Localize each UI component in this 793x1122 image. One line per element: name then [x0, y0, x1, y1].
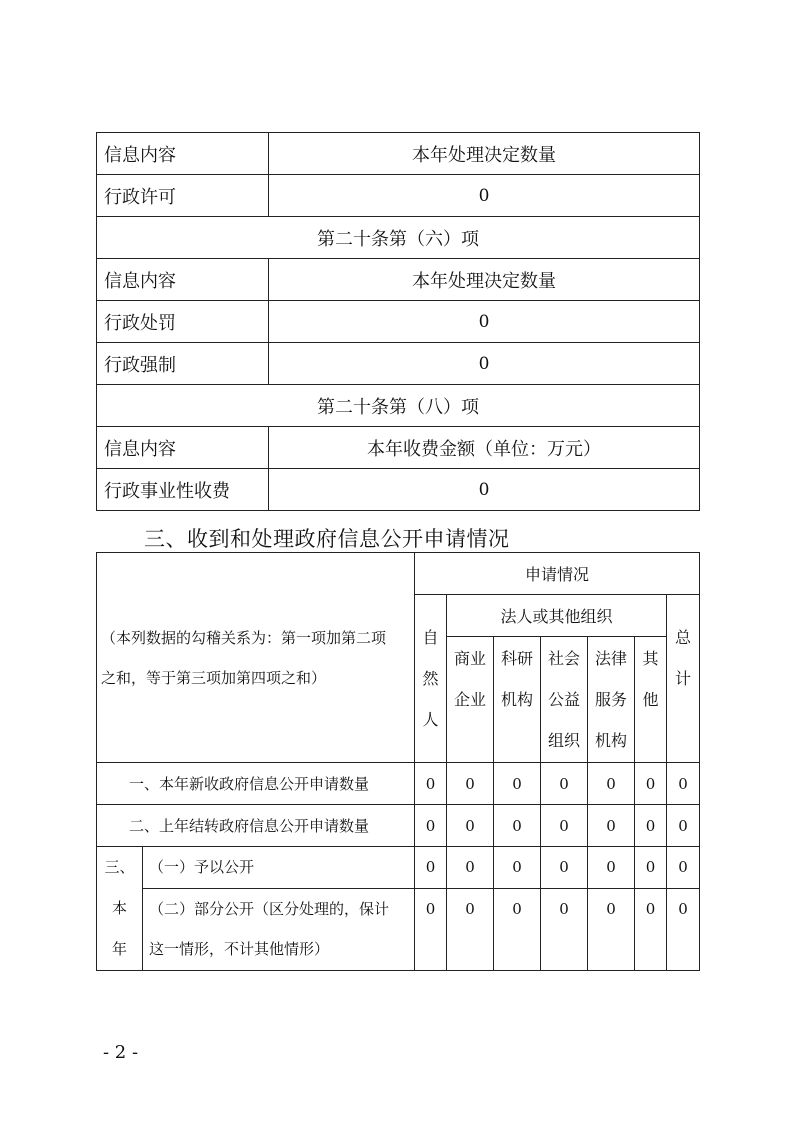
row-value: 0	[269, 301, 700, 343]
count-cell: 0	[494, 889, 541, 971]
section-heading: 三、收到和处理政府信息公开申请情况	[144, 527, 510, 551]
decision-table-body	[97, 133, 700, 511]
decision-table-row	[97, 427, 700, 469]
decision-table-row	[97, 301, 700, 343]
org-col-legal-service: 法律 服务 机构	[588, 637, 635, 763]
count-cell: 0	[415, 889, 447, 971]
count-cell: 0	[494, 805, 541, 847]
count-cell: 0	[447, 847, 494, 889]
section-title: 第二十条第（六）项	[97, 217, 700, 259]
row-value: 本年收费金额（单位：万元）	[269, 427, 700, 469]
count-cell: 0	[541, 889, 588, 971]
decision-table-row	[97, 259, 700, 301]
org-col-research: 科研 机构	[494, 637, 541, 763]
decision-table-row	[97, 469, 700, 511]
count-cell: 0	[541, 763, 588, 805]
page-number: - 2 -	[103, 1042, 139, 1063]
row-label: 行政强制	[97, 343, 269, 385]
count-cell: 0	[541, 805, 588, 847]
count-cell: 0	[588, 847, 635, 889]
count-cell: 0	[447, 805, 494, 847]
count-cell: 0	[494, 847, 541, 889]
count-cell: 0	[667, 763, 700, 805]
table-row	[97, 847, 700, 889]
count-cell: 0	[588, 889, 635, 971]
table-row	[97, 763, 700, 805]
section-title: 第二十条第（八）项	[97, 385, 700, 427]
count-cell: 0	[635, 805, 667, 847]
row-label: 行政处罚	[97, 301, 269, 343]
decision-table-row	[97, 217, 700, 259]
count-cell: 0	[667, 889, 700, 971]
row-label: 行政许可	[97, 175, 269, 217]
decision-table-row	[97, 343, 700, 385]
count-cell: 0	[635, 889, 667, 971]
count-cell: 0	[415, 763, 447, 805]
table-row	[97, 805, 700, 847]
count-cell: 0	[667, 805, 700, 847]
note-cell	[97, 553, 415, 763]
count-cell: 0	[447, 889, 494, 971]
application-table	[96, 552, 700, 971]
count-cell: 0	[667, 847, 700, 889]
total-header: 总 计	[667, 595, 700, 763]
row-value: 0	[269, 343, 700, 385]
legal-entity-header: 法人或其他组织	[447, 595, 667, 637]
sub-row-label: （一）予以公开	[143, 847, 415, 889]
count-cell: 0	[588, 805, 635, 847]
decision-table	[96, 132, 700, 511]
row-value: 0	[269, 469, 700, 511]
decision-table-row	[97, 175, 700, 217]
count-cell: 0	[635, 763, 667, 805]
note-line-1: （本列数据的勾稽关系为：第一项加第二项	[101, 628, 387, 647]
apply-header: 申请情况	[415, 553, 700, 595]
decision-table-row	[97, 385, 700, 427]
table-row	[97, 889, 700, 971]
row-label: 行政事业性收费	[97, 469, 269, 511]
count-cell: 0	[415, 847, 447, 889]
row-label: 信息内容	[97, 133, 269, 175]
sub-row-label: （二）部分公开（区分处理的，保计 这一情形，不计其他情形）	[143, 889, 415, 971]
row-label: 二、上年结转政府信息公开申请数量	[97, 805, 415, 847]
org-col-public-welfare: 社会 公益 组织	[541, 637, 588, 763]
row-label: 信息内容	[97, 427, 269, 469]
row-label: 一、本年新收政府信息公开申请数量	[97, 763, 415, 805]
row-value: 0	[269, 175, 700, 217]
row3-prefix: 三、 本 年	[97, 847, 143, 971]
natural-person-header: 自 然 人	[415, 595, 447, 763]
application-table-body	[97, 763, 700, 971]
row-label: 信息内容	[97, 259, 269, 301]
count-cell: 0	[635, 847, 667, 889]
org-col-business: 商业 企业	[447, 637, 494, 763]
decision-table-row	[97, 133, 700, 175]
count-cell: 0	[415, 805, 447, 847]
org-col-other: 其 他	[635, 637, 667, 763]
count-cell: 0	[541, 847, 588, 889]
note-line-2: 之和，等于第三项加第四项之和）	[101, 668, 327, 687]
row-value: 本年处理决定数量	[269, 259, 700, 301]
count-cell: 0	[588, 763, 635, 805]
count-cell: 0	[447, 763, 494, 805]
count-cell: 0	[494, 763, 541, 805]
row-value: 本年处理决定数量	[269, 133, 700, 175]
